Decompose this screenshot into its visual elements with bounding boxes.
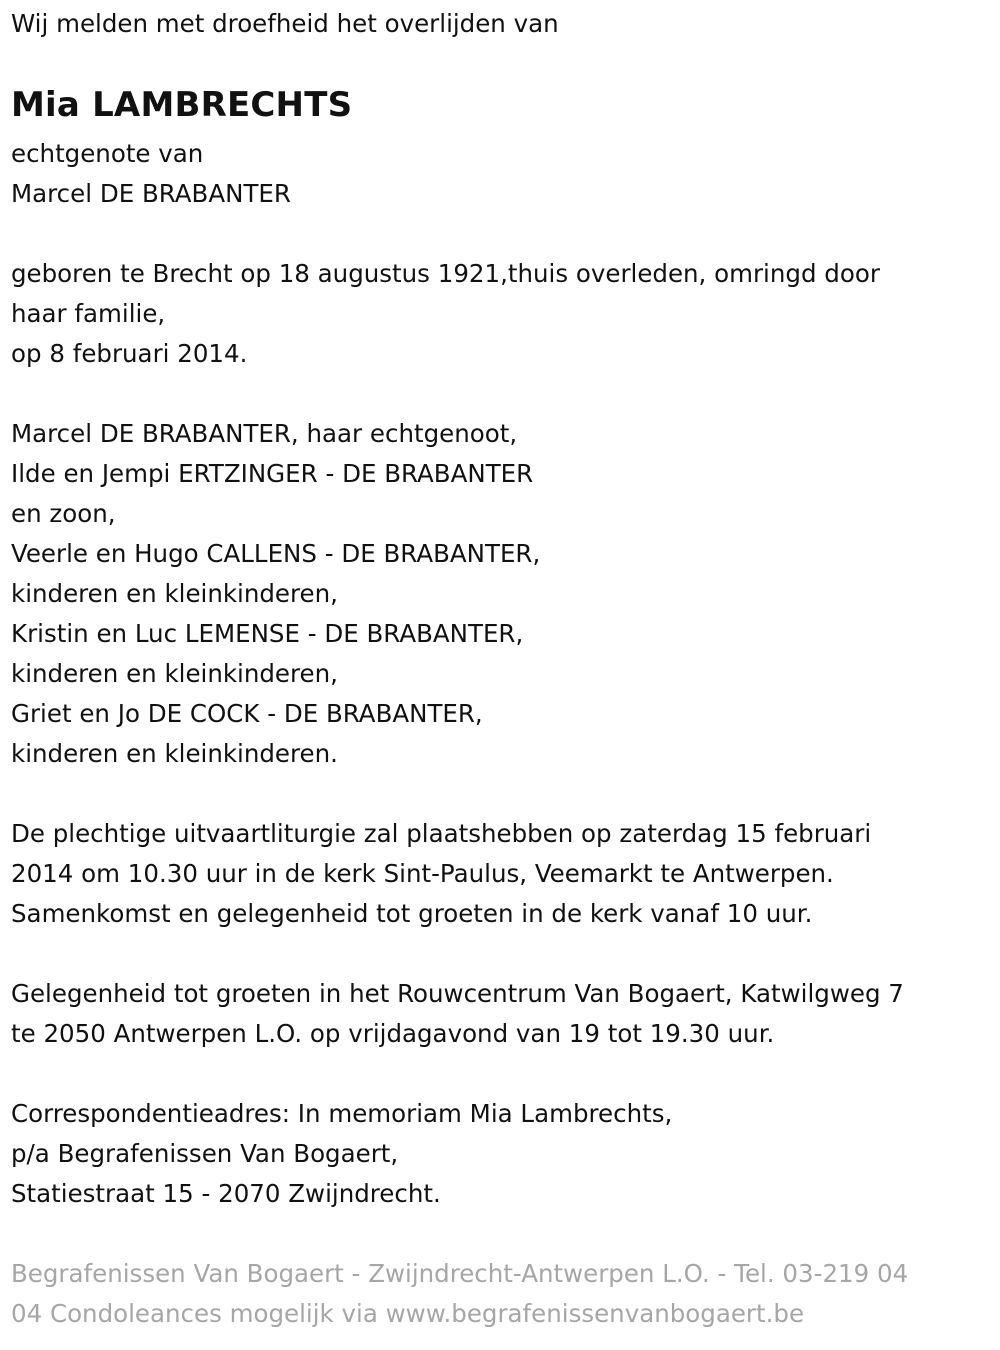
footer <box>11 1254 991 1334</box>
spouse-section <box>11 134 291 214</box>
family-line: en zoon, <box>11 499 116 528</box>
family-list <box>11 414 540 774</box>
greeting-line: te 2050 Antwerpen L.O. op vrijdagavond van 19 tot 19.30 uur. <box>11 1019 775 1048</box>
greeting-section <box>11 974 904 1054</box>
correspondence-line: Correspondentieadres: In memoriam Mia Lambrechts, <box>11 1099 673 1128</box>
correspondence-line: p/a Begrafenissen Van Bogaert, <box>11 1139 399 1168</box>
footer-line: 04 Condoleances mogelijk via www.begrafenissenvanbogaert.be <box>11 1299 805 1328</box>
family-line: kinderen en kleinkinderen, <box>11 579 338 608</box>
family-line: kinderen en kleinkinderen. <box>11 739 338 768</box>
family-line: Kristin en Luc LEMENSE - DE BRABANTER, <box>11 619 524 648</box>
intro-text: Wij melden met droefheid het overlijden van <box>11 9 559 38</box>
funeral-line: De plechtige uitvaartliturgie zal plaatshebben op zaterdag 15 februari <box>11 819 872 848</box>
birth-line: haar familie, <box>11 299 166 328</box>
family-line: kinderen en kleinkinderen, <box>11 659 338 688</box>
funeral-section <box>11 814 871 934</box>
birth-line: geboren te Brecht op 18 augustus 1921,thuis overleden, omringd door <box>11 259 880 288</box>
footer-line: Begrafenissen Van Bogaert - Zwijndrecht-Antwerpen L.O. - Tel. 03-219 04 <box>11 1259 909 1288</box>
greeting-line: Gelegenheid tot groeten in het Rouwcentrum Van Bogaert, Katwilgweg 7 <box>11 979 904 1008</box>
spouse-name: Marcel DE BRABANTER <box>11 179 291 208</box>
family-line: Ilde en Jempi ERTZINGER - DE BRABANTER <box>11 459 534 488</box>
spouse-line: echtgenote van <box>11 139 204 168</box>
funeral-line: 2014 om 10.30 uur in de kerk Sint-Paulus, Veemarkt te Antwerpen. <box>11 859 834 888</box>
family-line: Griet en Jo DE COCK - DE BRABANTER, <box>11 699 483 728</box>
correspondence-line: Statiestraat 15 - 2070 Zwijndrecht. <box>11 1179 441 1208</box>
death-date-line: op 8 februari 2014. <box>11 339 248 368</box>
birth-death-section <box>11 254 880 374</box>
correspondence-section <box>11 1094 672 1214</box>
funeral-line: Samenkomst en gelegenheid tot groeten in de kerk vanaf 10 uur. <box>11 899 813 928</box>
deceased-name: Mia LAMBRECHTS <box>11 85 353 125</box>
family-line: Marcel DE BRABANTER, haar echtgenoot, <box>11 419 518 448</box>
family-line: Veerle en Hugo CALLENS - DE BRABANTER, <box>11 539 541 568</box>
